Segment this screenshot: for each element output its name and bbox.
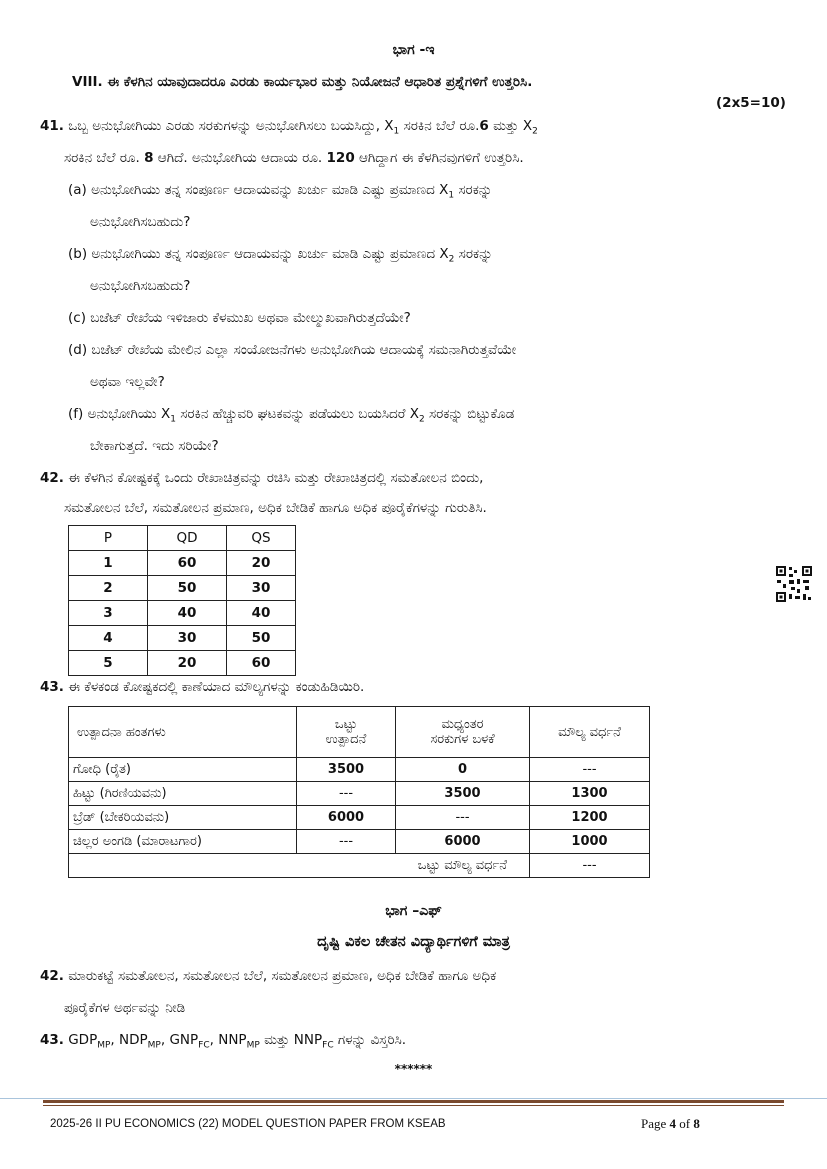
table-row	[69, 782, 650, 806]
conjunction: ಮತ್ತು	[264, 1032, 290, 1048]
marks: (2x5=10)	[716, 95, 786, 111]
table-cell: ---	[297, 830, 396, 854]
q42-number: 42.	[40, 968, 64, 984]
page-total: 8	[693, 1116, 700, 1131]
table-header: P	[69, 526, 148, 551]
q41-number: 41.	[40, 118, 64, 134]
q42-line2: ಸಮತೋಲನ ಬೆಲೆ, ಸಮತೋಲನ ಪ್ರಮಾಣ, ಅಧಿಕ ಬೇಡಿಕೆ ಹಾಗೂ ಅಧಿಕ ಪೂರೈಕೆಗಳನ್ನು ಗುರುತಿಸಿ.	[64, 500, 487, 516]
page-number	[641, 1116, 700, 1132]
table-header	[396, 707, 530, 758]
table-row	[69, 626, 296, 651]
page-word: Page	[641, 1116, 667, 1131]
table-cell: 6000	[396, 830, 530, 854]
q41-a-line2: ಅನುಭೋಗಿಸಬಹುದು?	[90, 214, 191, 230]
table-cell: 6000	[297, 806, 396, 830]
header-part: ಸರಕುಗಳ ಬಳಕೆ	[430, 732, 495, 747]
table-cell: ---	[297, 782, 396, 806]
sub: 1	[170, 414, 176, 425]
q41-line2	[64, 150, 524, 166]
header-part: ಮಧ್ಯಂತರ	[441, 717, 484, 732]
page-divider	[0, 1098, 827, 1099]
term: GNP	[169, 1032, 199, 1048]
q41-line1	[40, 118, 538, 137]
table-row	[69, 551, 296, 576]
table-cell: ಚಿಲ್ಲರ ಅಂಗಡಿ (ಮಾರಾಟಗಾರ)	[69, 830, 297, 854]
header-part: ಉತ್ಪಾದನೆ	[325, 732, 367, 747]
table-cell: ---	[396, 806, 530, 830]
sub: 1	[448, 190, 455, 201]
table-cell: 2	[69, 576, 148, 601]
q41-text: ಆಗಿದೆ. ಅನುಭೋಗಿಯ ಆದಾಯ ರೂ.	[153, 150, 327, 166]
table-cell: 60	[148, 551, 227, 576]
price-x1: 6	[479, 118, 489, 134]
sub: 2	[448, 254, 455, 265]
part-f-q42-line2: ಪೂರೈಕೆಗಳ ಅರ್ಥವನ್ನು ನೀಡಿ	[64, 1000, 186, 1016]
table-header: ಉತ್ಪಾದನಾ ಹಂತಗಳು	[69, 707, 297, 758]
table-cell: 4	[69, 626, 148, 651]
table-cell: 1000	[530, 830, 650, 854]
q43-line1	[40, 679, 364, 695]
table-header: ಮೌಲ್ಯ ವರ್ಧನೆ	[530, 707, 650, 758]
term: NDP	[119, 1032, 148, 1048]
q41-text: ಸರಕಿನ ಬೆಲೆ ರೂ.	[399, 118, 480, 134]
q41-c: (c) ಬಜೆಟ್ ರೇಖೆಯ ಇಳಿಜಾರು ಕೆಳಮುಖ ಅಥವಾ ಮೇಲ್ಮುಖವಾಗಿರುತ್ತದೆಯೇ?	[68, 310, 411, 326]
sub: FC	[322, 1040, 334, 1051]
table-header	[297, 707, 396, 758]
total-label: ಒಟ್ಟು ಮೌಲ್ಯ ವರ್ಧನೆ	[69, 854, 530, 878]
q41-f-line1	[68, 406, 514, 425]
q41-b-line1	[68, 246, 493, 265]
part-f-q43: 43. $GDP_{MP}$, $NDP_{MP}$, $GNP_{FC}$, $NNP_{MP}$ ಮತ್ತು $NNP_{FC}$ ಗಳನ್ನು ವಿಸ್ತರಿಸಿ.	[40, 1032, 407, 1051]
table-cell: 40	[148, 601, 227, 626]
table-cell: 20	[227, 551, 296, 576]
table-total-row	[69, 854, 650, 878]
demand-supply-table	[68, 525, 296, 676]
q41-d-line1: (d) ಬಜೆಟ್ ರೇಖೆಯ ಮೇಲಿನ ಎಲ್ಲಾ ಸಂಯೋಜನೆಗಳು ಅನುಭೋಗಿಯ ಆದಾಯಕ್ಕೆ ಸಮನಾಗಿರುತ್ತವೆಯೇ	[68, 342, 517, 358]
table-cell: 1	[69, 551, 148, 576]
price-x2: 8	[144, 150, 154, 166]
sub: MP	[246, 1040, 260, 1051]
footer-rule	[43, 1105, 784, 1106]
table-cell: 40	[227, 601, 296, 626]
q41-text: ಆಗಿದ್ದಾಗ ಈ ಕೆಳಗಿನವುಗಳಿಗೆ ಉತ್ತರಿಸಿ.	[354, 150, 524, 166]
table-cell: 30	[148, 626, 227, 651]
table-cell: 60	[227, 651, 296, 676]
of-word: of	[679, 1116, 691, 1131]
q41-f: ಸರಕನ್ನು ಬಿಟ್ಟುಕೊಡ	[424, 406, 515, 422]
total-value: ---	[530, 854, 650, 878]
header-part: ಒಟ್ಟು	[334, 717, 358, 732]
table-cell: 30	[227, 576, 296, 601]
q41-d-line2: ಅಥವಾ ಇಲ್ಲವೇ?	[90, 374, 165, 390]
term: NNP	[293, 1032, 323, 1048]
table-cell: 5	[69, 651, 148, 676]
table-cell: 3	[69, 601, 148, 626]
q41-a-line1	[68, 182, 492, 201]
section-title: ಭಾಗ -ಇ	[392, 42, 435, 58]
table-cell: ---	[530, 758, 650, 782]
table-row	[69, 576, 296, 601]
q42-number: 42.	[40, 470, 64, 486]
table-header: QD	[148, 526, 227, 551]
q41-b: (b) ಅನುಭೋಗಿಯು ತನ್ನ ಸಂಪೂರ್ಣ ಆದಾಯವನ್ನು ಖರ್ಚು ಮಾಡಿ ಎಷ್ಟು ಪ್ರಮಾಣದ X	[68, 246, 449, 262]
part-f-q42-text: ಮಾರುಕಟ್ಟೆ ಸಮತೋಲನ, ಸಮತೋಲನ ಬೆಲೆ, ಸಮತೋಲನ ಪ್ರಮಾಣ, ಅಧಿಕ ಬೇಡಿಕೆ ಹಾಗೂ ಅಧಿಕ	[68, 968, 497, 984]
q41-f: ಸರಕಿನ ಹೆಚ್ಚುವರಿ ಘಟಕವನ್ನು ಪಡೆಯಲು ಬಯಸಿದರೆ X	[175, 406, 419, 422]
table-row	[69, 758, 650, 782]
sub: MP	[147, 1040, 161, 1051]
table-cell: 1300	[530, 782, 650, 806]
income: 120	[326, 150, 355, 166]
table-row	[69, 651, 296, 676]
table-cell: ಬ್ರೆಡ್ (ಬೇಕರಿಯವನು)	[69, 806, 297, 830]
footer-title: 2025-26 II PU ECONOMICS (22) MODEL QUESTION PAPER FROM KSEAB	[50, 1118, 446, 1130]
term-tail: ಗಳನ್ನು ವಿಸ್ತರಿಸಿ.	[337, 1032, 407, 1048]
sub: 1	[393, 126, 400, 137]
table-cell: 1200	[530, 806, 650, 830]
part-f-title: ಭಾಗ –ಎಫ್	[385, 903, 442, 919]
table-header: QS	[227, 526, 296, 551]
table-cell: 50	[227, 626, 296, 651]
instruction: VIII. ಈ ಕೆಳಗಿನ ಯಾವುದಾದರೂ ಎರಡು ಕಾರ್ಯಭಾರ ಮತ್ತು ನಿಯೋಜನೆ ಆಧಾರಿತ ಪ್ರಶ್ನೆಗಳಿಗೆ ಉತ್ತರಿಸಿ.	[72, 74, 533, 90]
sub: MP	[97, 1040, 111, 1051]
term: GDP	[68, 1032, 98, 1048]
sub: 2	[532, 126, 538, 137]
q41-text: ಸರಕಿನ ಬೆಲೆ ರೂ.	[64, 150, 145, 166]
table-cell: 3500	[297, 758, 396, 782]
value-added-table	[68, 706, 650, 878]
table-row	[69, 601, 296, 626]
table-cell: 50	[148, 576, 227, 601]
q41-b: ಸರಕನ್ನು	[454, 246, 493, 262]
q42-text: ಈ ಕೆಳಗಿನ ಕೋಷ್ಟಕಕ್ಕೆ ಒಂದು ರೇಖಾಚಿತ್ರವನ್ನು ರಚಿಸಿ ಮತ್ತು ರೇಖಾಚಿತ್ರದಲ್ಲಿ ಸಮತೋಲನ ಬಿಂದು,	[68, 470, 484, 486]
table-row	[69, 830, 650, 854]
page-current: 4	[669, 1116, 677, 1131]
footer-rule	[43, 1100, 784, 1103]
q41-f: (f) ಅನುಭೋಗಿಯು X	[68, 406, 171, 422]
table-cell: ಗೋಧಿ (ರೈತ)	[69, 758, 297, 782]
q41-a: (a) ಅನುಭೋಗಿಯು ತನ್ನ ಸಂಪೂರ್ಣ ಆದಾಯವನ್ನು ಖರ್ಚು ಮಾಡಿ ಎಷ್ಟು ಪ್ರಮಾಣದ X	[68, 182, 449, 198]
table-cell: 0	[396, 758, 530, 782]
table-cell: 3500	[396, 782, 530, 806]
q43-number: 43.	[40, 1032, 64, 1048]
part-f-q42-line1	[40, 968, 496, 984]
term: NNP	[218, 1032, 247, 1048]
end-stars: ******	[394, 1062, 433, 1076]
table-cell: 20	[148, 651, 227, 676]
q41-f-line2: ಬೇಕಾಗುತ್ತದೆ. ಇದು ಸರಿಯೇ?	[90, 438, 219, 454]
q43-text: ಈ ಕೆಳಕಂಡ ಕೋಷ್ಟಕದಲ್ಲಿ ಕಾಣೆಯಾದ ಮೌಲ್ಯಗಳನ್ನು ಕಂಡುಹಿಡಿಯಿರಿ.	[68, 679, 365, 695]
sub: 2	[418, 414, 425, 425]
table-header-row	[69, 526, 296, 551]
table-header-row	[69, 707, 650, 758]
q42-line1	[40, 470, 483, 486]
table-cell: ಹಿಟ್ಟು (ಗಿರಣಿಯವನು)	[69, 782, 297, 806]
q41-text: ಮತ್ತು X	[488, 118, 533, 134]
q41-text: ಒಬ್ಬ ಅನುಭೋಗಿಯು ಎರಡು ಸರಕುಗಳನ್ನು ಅನುಭೋಗಿಸಲು ಬಯಸಿದ್ದು, X	[68, 118, 394, 134]
table-row	[69, 806, 650, 830]
q41-b-line2: ಅನುಭೋಗಿಸಬಹುದು?	[90, 278, 191, 294]
sub: FC	[198, 1040, 210, 1051]
qr-code-icon	[775, 565, 813, 603]
q43-number: 43.	[40, 679, 64, 695]
part-f-subtitle: ದೃಷ್ಟಿ ವಿಕಲ ಚೇತನ ವಿದ್ಯಾರ್ಥಿಗಳಿಗೆ ಮಾತ್ರ	[317, 934, 510, 950]
q41-a: ಸರಕನ್ನು	[454, 182, 493, 198]
